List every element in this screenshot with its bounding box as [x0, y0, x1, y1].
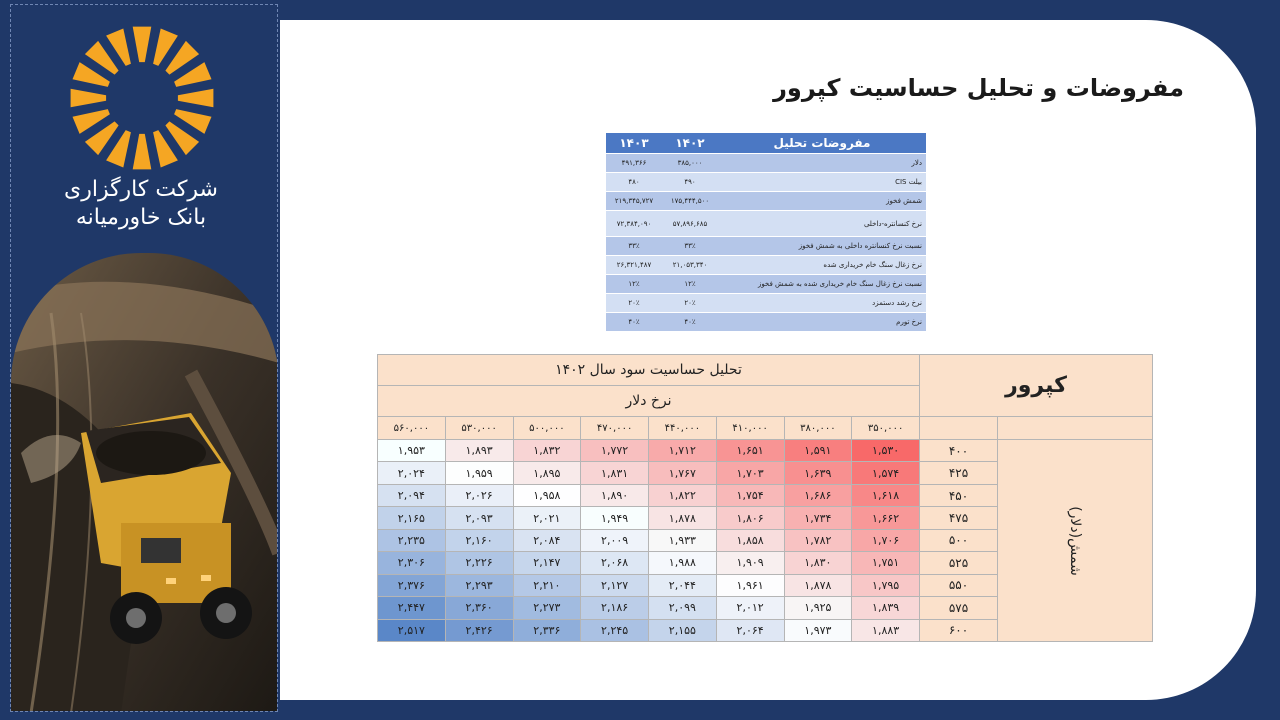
assumption-label: شمش فخوز [718, 192, 926, 211]
ingot-price-label: ۵۵۰ [920, 574, 998, 596]
sensitivity-cell: ۲,۱۲۷ [581, 574, 649, 596]
sensitivity-cell: ۲,۱۴۷ [513, 552, 581, 574]
sensitivity-cell: ۱,۶۸۶ [784, 484, 852, 506]
ingot-price-label: ۴۷۵ [920, 507, 998, 529]
sensitivity-cell: ۱,۸۷۸ [784, 574, 852, 596]
sensitivity-title: تحلیل حساسیت سود سال ۱۴۰۲ [378, 355, 920, 386]
sensitivity-cell: ۲,۰۹۹ [649, 597, 717, 619]
sensitivity-cell: ۱,۸۷۸ [649, 507, 717, 529]
sensitivity-cell: ۱,۶۵۱ [716, 440, 784, 462]
sensitivity-cell: ۲,۲۴۵ [581, 619, 649, 642]
assumption-value: ۳۸۵,۰۰۰ [662, 154, 718, 173]
row-axis-label [998, 440, 1153, 642]
assumption-row [606, 192, 926, 211]
assumption-value: ۲۰٪ [606, 294, 662, 313]
sensitivity-cell: ۱,۷۸۲ [784, 529, 852, 551]
assumption-value: ۴۹۱,۳۶۶ [606, 154, 662, 173]
assumption-value: ۳۳٪ [606, 237, 662, 256]
assumption-row [606, 256, 926, 275]
sensitivity-cell: ۱,۸۹۵ [513, 462, 581, 484]
assumptions-table [606, 133, 926, 332]
sensitivity-cell: ۲,۰۶۴ [716, 619, 784, 642]
sensitivity-cell: ۱,۸۳۱ [581, 462, 649, 484]
sensitivity-cell: ۲,۳۶۰ [445, 597, 513, 619]
mining-truck-photo [11, 253, 278, 712]
sensitivity-cell: ۲,۰۲۶ [445, 484, 513, 506]
sensitivity-cell: ۱,۸۲۲ [649, 484, 717, 506]
brand-line-2: بانک خاورمیانه [75, 205, 207, 230]
sun-ray [133, 134, 152, 170]
sensitivity-cell: ۲,۰۱۲ [716, 597, 784, 619]
sensitivity-cell: ۱,۵۳۰ [852, 440, 920, 462]
dollar-rate-header: ۴۴۰,۰۰۰ [649, 417, 717, 440]
sensitivity-cell: ۱,۹۲۵ [784, 597, 852, 619]
assumption-row [606, 275, 926, 294]
sensitivity-cell: ۱,۸۳۰ [784, 552, 852, 574]
sensitivity-cell: ۲,۰۴۴ [649, 574, 717, 596]
sun-logo-icon [67, 23, 217, 173]
assumption-value: ۱۲٪ [662, 275, 718, 294]
corner-blank [920, 417, 998, 440]
assumption-row [606, 173, 926, 192]
assumption-label: نرخ کنسانتره-داخلی [718, 211, 926, 237]
assumption-row [606, 294, 926, 313]
assumption-value: ۳۳٪ [662, 237, 718, 256]
assumption-value: ۲۱,۰۵۳,۳۴۰ [662, 256, 718, 275]
assumption-label: نرخ رشد دستمزد [718, 294, 926, 313]
assumption-value: ۴۸۰ [606, 173, 662, 192]
sensitivity-cell: ۱,۷۵۱ [852, 552, 920, 574]
sensitivity-cell: ۱,۸۵۸ [716, 529, 784, 551]
sensitivity-cell: ۱,۹۵۸ [513, 484, 581, 506]
assumption-label: نسبت نرخ زغال سنگ خام خریداری شده به شمش فخوز [718, 275, 926, 294]
assumption-value: ۱۷۵,۴۴۴,۵۰۰ [662, 192, 718, 211]
ingot-price-label: ۴۰۰ [920, 440, 998, 462]
sensitivity-cell: ۲,۴۴۷ [378, 597, 446, 619]
sensitivity-cell: ۱,۷۶۷ [649, 462, 717, 484]
sensitivity-cell: ۱,۸۹۳ [445, 440, 513, 462]
sensitivity-cell: ۱,۶۳۹ [784, 462, 852, 484]
company-name: کپرور [920, 355, 1153, 417]
sensitivity-cell: ۲,۲۷۳ [513, 597, 581, 619]
corner-blank [998, 417, 1153, 440]
sensitivity-cell: ۲,۰۶۸ [581, 552, 649, 574]
sensitivity-cell: ۲,۰۹۳ [445, 507, 513, 529]
dollar-rate-header: ۴۱۰,۰۰۰ [716, 417, 784, 440]
sensitivity-cell: ۱,۷۰۳ [716, 462, 784, 484]
sensitivity-cell: ۱,۷۵۴ [716, 484, 784, 506]
sensitivity-cell: ۲,۱۶۵ [378, 507, 446, 529]
assumption-label: نرخ زغال سنگ خام خریداری شده [718, 256, 926, 275]
sensitivity-cell: ۱,۸۹۰ [581, 484, 649, 506]
sensitivity-cell: ۱,۹۰۹ [716, 552, 784, 574]
sensitivity-cell: ۲,۴۲۶ [445, 619, 513, 642]
sensitivity-cell: ۱,۶۱۸ [852, 484, 920, 506]
dollar-rate-header: ۵۳۰,۰۰۰ [445, 417, 513, 440]
sensitivity-cell: ۲,۱۸۶ [581, 597, 649, 619]
assumption-label: دلار [718, 154, 926, 173]
assumption-value: ۴۹۰ [662, 173, 718, 192]
column-axis-label: نرخ دلار [378, 386, 920, 417]
sensitivity-cell: ۲,۰۰۹ [581, 529, 649, 551]
dollar-rate-header: ۳۸۰,۰۰۰ [784, 417, 852, 440]
assumption-row [606, 154, 926, 173]
brand-line-1: شرکت کارگزاری [63, 177, 218, 202]
assumption-value: ۲۰٪ [662, 294, 718, 313]
sensitivity-cell: ۲,۰۹۴ [378, 484, 446, 506]
assumptions-header: ۱۴۰۳ [606, 133, 662, 154]
assumption-value: ۴۰٪ [606, 313, 662, 332]
sun-ray [71, 89, 107, 108]
sensitivity-cell: ۱,۷۹۵ [852, 574, 920, 596]
sensitivity-cell: ۱,۷۰۶ [852, 529, 920, 551]
sensitivity-cell: ۱,۸۳۲ [513, 440, 581, 462]
sensitivity-cell: ۱,۵۹۱ [784, 440, 852, 462]
assumption-label: نرخ تورم [718, 313, 926, 332]
sensitivity-cell: ۱,۹۳۳ [649, 529, 717, 551]
dollar-rate-header: ۳۵۰,۰۰۰ [852, 417, 920, 440]
sensitivity-cell: ۲,۰۸۴ [513, 529, 581, 551]
ingot-price-label: ۵۰۰ [920, 529, 998, 551]
sensitivity-cell: ۲,۲۱۰ [513, 574, 581, 596]
sensitivity-table [377, 354, 1153, 642]
sensitivity-cell: ۲,۵۱۷ [378, 619, 446, 642]
assumption-row [606, 313, 926, 332]
dollar-rate-header: ۵۰۰,۰۰۰ [513, 417, 581, 440]
assumption-value: ۵۷,۸۹۶,۶۸۵ [662, 211, 718, 237]
sensitivity-cell: ۱,۷۳۴ [784, 507, 852, 529]
dollar-rate-header: ۴۷۰,۰۰۰ [581, 417, 649, 440]
sensitivity-cell: ۱,۹۵۹ [445, 462, 513, 484]
sensitivity-cell: ۲,۰۲۱ [513, 507, 581, 529]
assumptions-header: مفروضات تحلیل [718, 133, 926, 154]
row-axis-text: شمش(دلار) [1066, 505, 1083, 576]
assumption-row [606, 211, 926, 237]
sensitivity-cell: ۱,۶۶۲ [852, 507, 920, 529]
sensitivity-cell: ۱,۸۰۶ [716, 507, 784, 529]
sensitivity-cell: ۱,۹۵۳ [378, 440, 446, 462]
ingot-price-label: ۴۵۰ [920, 484, 998, 506]
ingot-price-label: ۶۰۰ [920, 619, 998, 642]
sensitivity-cell: ۱,۸۸۳ [852, 619, 920, 642]
ingot-price-label: ۵۲۵ [920, 552, 998, 574]
sensitivity-cell: ۲,۱۶۰ [445, 529, 513, 551]
assumption-value: ۲۱۹,۳۴۵,۷۲۷ [606, 192, 662, 211]
assumption-value: ۷۲,۳۸۴,۰۹۰ [606, 211, 662, 237]
sensitivity-cell: ۱,۹۶۱ [716, 574, 784, 596]
assumptions-header: ۱۴۰۲ [662, 133, 718, 154]
sun-ray [133, 27, 152, 63]
dollar-rate-header: ۵۶۰,۰۰۰ [378, 417, 446, 440]
sensitivity-cell: ۱,۵۷۴ [852, 462, 920, 484]
sensitivity-cell: ۲,۲۲۶ [445, 552, 513, 574]
ingot-price-label: ۴۲۵ [920, 462, 998, 484]
ingot-price-label: ۵۷۵ [920, 597, 998, 619]
assumption-label: بیلت CIS [718, 173, 926, 192]
sidebar [10, 4, 278, 712]
page-title: مفروضات و تحلیل حساسیت کپرور [773, 74, 1184, 102]
sensitivity-cell: ۲,۲۳۵ [378, 529, 446, 551]
assumption-label: نسبت نرخ کنسانتره داخلی به شمش فخوز [718, 237, 926, 256]
sensitivity-cell: ۱,۹۷۳ [784, 619, 852, 642]
assumption-value: ۴۰٪ [662, 313, 718, 332]
sensitivity-cell: ۱,۸۳۹ [852, 597, 920, 619]
sun-ray [178, 89, 214, 108]
sensitivity-cell: ۲,۳۰۶ [378, 552, 446, 574]
assumption-value: ۱۲٪ [606, 275, 662, 294]
sensitivity-cell: ۲,۰۲۴ [378, 462, 446, 484]
sensitivity-cell: ۱,۷۱۲ [649, 440, 717, 462]
sensitivity-cell: ۲,۱۵۵ [649, 619, 717, 642]
sensitivity-cell: ۱,۹۴۹ [581, 507, 649, 529]
sensitivity-cell: ۲,۳۷۶ [378, 574, 446, 596]
sensitivity-row [378, 440, 1153, 462]
assumption-row [606, 237, 926, 256]
sensitivity-cell: ۲,۲۹۳ [445, 574, 513, 596]
sensitivity-cell: ۱,۷۷۲ [581, 440, 649, 462]
assumption-value: ۲۶,۳۲۱,۴۸۷ [606, 256, 662, 275]
sensitivity-cell: ۲,۳۳۶ [513, 619, 581, 642]
sensitivity-cell: ۱,۹۸۸ [649, 552, 717, 574]
